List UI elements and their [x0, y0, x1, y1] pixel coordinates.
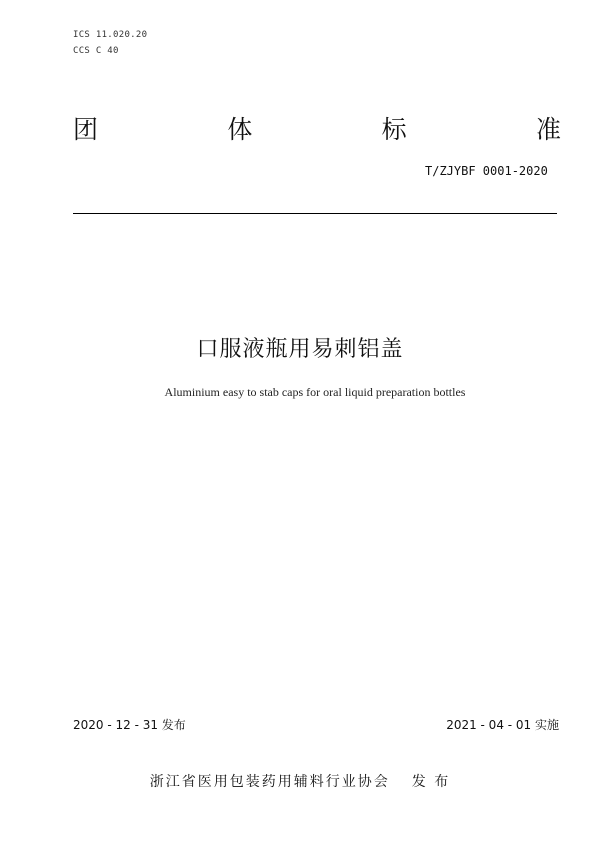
publish-date: 2020 - 12 - 31 发布	[73, 718, 186, 732]
date-row	[73, 716, 559, 733]
document-title-english: Aluminium easy to stab caps for oral liquid preparation bottles	[164, 385, 466, 399]
standard-type-char: 标	[381, 115, 407, 144]
standard-code: T/ZJYBF 0001-2020	[425, 164, 548, 178]
ics-code: ICS 11.020.20	[73, 30, 148, 40]
ccs-code: CCS C 40	[73, 46, 119, 56]
standard-type-char: 团	[73, 115, 99, 144]
publisher-suffix: 发 布	[411, 774, 451, 790]
standard-type-char: 体	[227, 115, 253, 144]
publisher-name: 浙江省医用包装药用辅料行业协会	[149, 774, 390, 790]
implement-date: 2021 - 04 - 01 实施	[446, 718, 559, 732]
document-title-chinese: 口服液瓶用易刺铝盖	[196, 337, 404, 362]
publisher-line	[0, 771, 600, 791]
header-divider	[73, 213, 557, 214]
standard-type-heading	[73, 112, 561, 148]
standard-type-char: 准	[535, 115, 561, 144]
